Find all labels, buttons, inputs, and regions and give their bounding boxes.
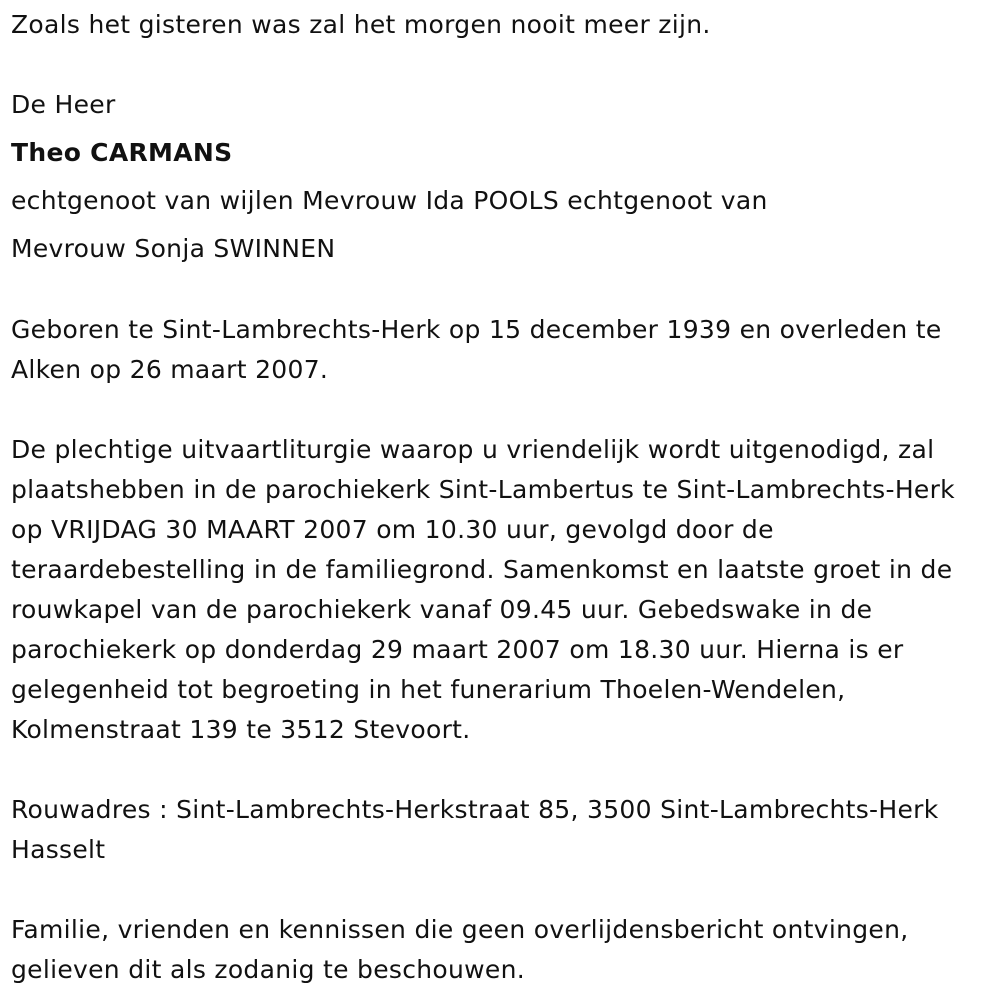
spouse-line-1: echtgenoot van wijlen Mevrouw Ida POOLS echtgenoot van	[11, 186, 768, 215]
motto-text: Zoals het gisteren was zal het morgen nooit meer zijn.	[11, 10, 711, 39]
birth-death-paragraph: Geboren te Sint-Lambrechts-Herk op 15 december 1939 en overleden te Alken op 26 maart 2007.	[11, 315, 942, 384]
deceased-name: Theo CARMANS	[11, 138, 233, 167]
mourning-address-paragraph: Rouwadres : Sint-Lambrechts-Herkstraat 85, 3500 Sint-Lambrechts-Herk Hasselt	[11, 795, 939, 864]
spouse-line-2: Mevrouw Sonja SWINNEN	[11, 234, 336, 263]
closing-paragraph: Familie, vrienden en kennissen die geen overlijdensbericht ontvingen, gelieven dit als zodanig te beschouwen.	[11, 915, 909, 984]
salutation-text: De Heer	[11, 90, 116, 119]
funeral-paragraph: De plechtige uitvaartliturgie waarop u vriendelijk wordt uitgenodigd, zal plaatshebben in de parochiekerk Sint-Lambertus te Sint-Lambrechts-Herk op VRIJDAG 30 MAART 2007 om 10.30 uur, gevolgd door de teraardebestelling in de familiegrond. Samenkomst en laatste groet in de rouwkapel van de parochiekerk vanaf 09.45 uur. Gebedswake in de parochiekerk op donderdag 29 maart 2007 om 18.30 uur. Hierna is er gelegenheid tot begroeting in het funerarium Thoelen-Wendelen, Kolmenstraat 139 te 3512 Stevoort.	[11, 435, 955, 744]
